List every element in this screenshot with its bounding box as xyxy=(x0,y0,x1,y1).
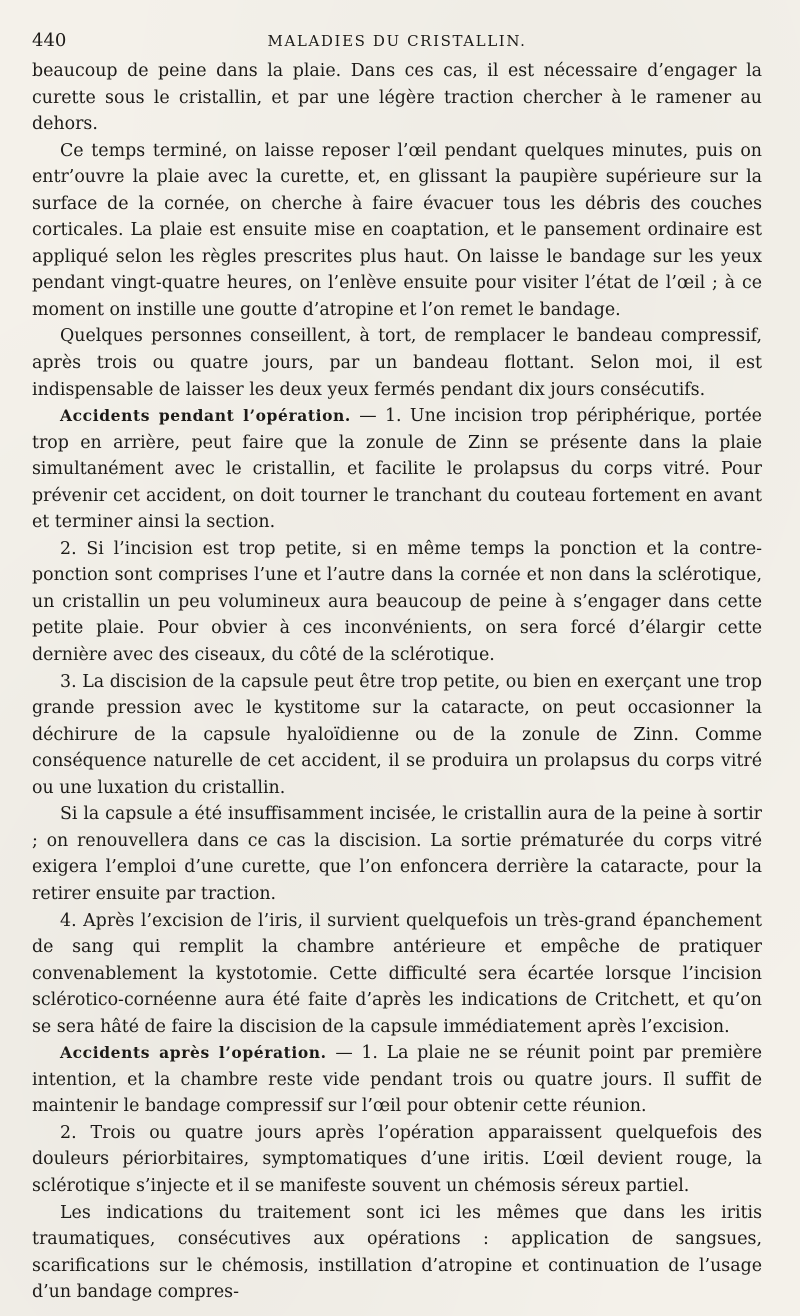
body-text xyxy=(32,58,762,1306)
paragraph xyxy=(32,908,762,1041)
paragraph-text: Si la capsule a été insuffisamment incisée, le cristallin aura de la peine à sortir ; on renouvellera dans ce cas la discision. La sortie prématurée du corps vitré exigera l’emploi d’une curette, que l’on enfoncera derrière la cataracte, pour la retirer ensuite par traction. xyxy=(32,804,762,904)
paragraph-text: Quelques personnes conseillent, à tort, de remplacer le bandeau compressif, après trois ou quatre jours, par un bandeau flottant. Selon moi, il est indispensable de laisser les deux yeux fermés pendant dix jours consécutifs. xyxy=(32,326,762,400)
paragraph xyxy=(32,801,762,907)
running-title: MALADIES DU CRISTALLIN. xyxy=(267,32,527,50)
paragraph-text: 2. Trois ou quatre jours après l’opération apparaissent quelquefois des douleurs périorbitaires, symptomatiques d’une iritis. L’œil devient rouge, la sclérotique s’injecte et il se manifeste souvent un chémosis séreux partiel. xyxy=(32,1122,762,1196)
section-heading-accidents-during: Accidents pendant l’opération. xyxy=(60,406,351,426)
paragraph-text: beaucoup de peine dans la plaie. Dans ces cas, il est nécessaire d’engager la curette sous le cristallin, et par une légère traction chercher à le ramener au dehors. xyxy=(32,61,762,135)
section-heading-accidents-after: Accidents après l’opération. xyxy=(60,1043,327,1063)
paragraph-text: Les indications du traitement sont ici les mêmes que dans les iritis traumatiques, consécutives aux opérations : application de sangsues, scarifications sur le chémosis, instillation d’atropine et continuation de l’usage d’un bandage compres- xyxy=(32,1202,762,1303)
paragraph xyxy=(32,1120,762,1200)
paragraph-text: 4. Après l’excision de l’iris, il survient quelquefois un très-grand épanchement de sang qui remplit la chambre antérieure et empêche de pratiquer convenablement la kystotomie. Cette difficulté sera écartée lorsque l’incision sclérotico-cornéenne aura été faite d’après les indications de Critchett, et qu’on se sera hâté de faire la discision de la capsule immédiatement après l’excision. xyxy=(32,910,762,1037)
paragraph xyxy=(32,1200,762,1306)
paragraph-text: 2. Si l’incision est trop petite, si en même temps la ponction et la contre-ponction sont comprises l’une et l’autre dans la cornée et non dans la sclérotique, un cristallin un peu volumineux aura beaucoup de peine à s’engager dans cette petite plaie. Pour obvier à ces inconvénients, on sera forcé d’élargir cette dernière avec des ciseaux, du côté de la sclérotique. xyxy=(32,538,762,666)
paragraph xyxy=(32,323,762,403)
paragraph xyxy=(32,536,762,669)
paragraph-text: — 1. La plaie ne se réunit point par première intention, et la chambre reste vide pendant trois ou quatre jours. Il suffit de maintenir le bandage compressif sur l’œil pour obtenir cette réunion. xyxy=(32,1043,762,1117)
page-number: 440 xyxy=(32,30,67,51)
paragraph-accidents-after xyxy=(32,1040,762,1120)
paragraph xyxy=(32,669,762,802)
running-head xyxy=(32,28,762,58)
paragraph-accidents-during xyxy=(32,403,762,536)
paragraph-text: — 1. Une incision trop périphérique, portée trop en arrière, peut faire que la zonule de Zinn se présente dans la plaie simultanément avec le cristallin, et facilite le prolapsus du corps vitré. Pour prévenir cet accident, on doit tourner le tranchant du couteau fortement en avant et terminer ainsi la section. xyxy=(32,406,762,533)
paragraph-text: Ce temps terminé, on laisse reposer l’œil pendant quelques minutes, puis on entr’ouvre la plaie avec la curette, et, en glissant la paupière supérieure sur la surface de la cornée, on cherche à faire évacuer tous les débris des couches corticales. La plaie est ensuite mise en coaptation, et le pansement ordinaire est appliqué selon les règles prescrites plus haut. On laisse le bandage sur les yeux pendant vingt-quatre heures, on l’enlève ensuite pour visiter l’état de l’œil ; à ce moment on instille une goutte d’atropine et l’on remet le bandage. xyxy=(32,140,762,320)
paragraph xyxy=(32,138,762,324)
paragraph-text: 3. La discision de la capsule peut être trop petite, ou bien en exerçant une trop grande pression avec le kystitome sur la cataracte, on peut occasionner la déchirure de la capsule hyaloïdienne ou de la zonule de Zinn. Comme conséquence naturelle de cet accident, il se produira un prolapsus du corps vitré ou une luxation du cristallin. xyxy=(32,671,762,798)
paragraph-continuation xyxy=(32,58,762,138)
